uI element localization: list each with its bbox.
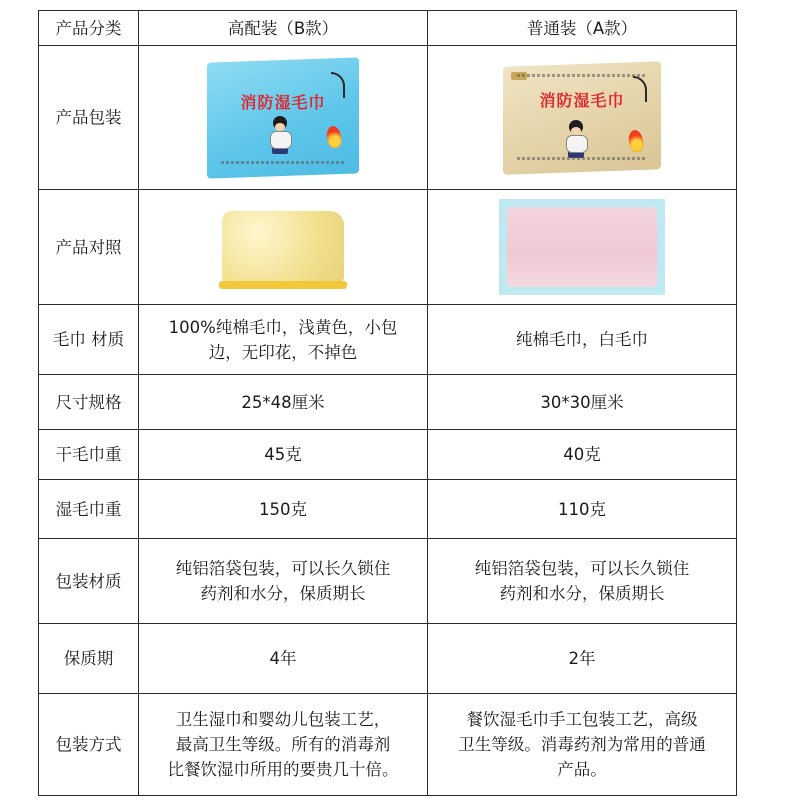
b-material-line2: 边，无印花，不掉色	[208, 342, 358, 362]
cell-b-pack-material	[139, 539, 428, 624]
b-material-line1: 100%纯棉毛巾，浅黄色，小包	[168, 317, 398, 337]
cell-b-pack-method	[139, 694, 428, 796]
person-figure-icon	[563, 120, 589, 160]
label-compare: 产品对照	[39, 190, 139, 305]
row-shelf-life	[39, 624, 737, 694]
cell-a-material: 纯棉毛巾，白毛巾	[428, 305, 737, 375]
cell-b-compare	[139, 190, 428, 305]
cell-b-wet-weight: 150克	[139, 480, 428, 539]
comparison-table	[38, 10, 737, 796]
row-dry-weight	[39, 430, 737, 480]
label-shelf-life: 保质期	[39, 624, 139, 694]
cell-a-wet-weight: 110克	[428, 480, 737, 539]
b-package-title: 消防湿毛巾	[240, 92, 326, 112]
cell-a-pack-method	[428, 694, 737, 796]
cell-b-shelf-life: 4年	[139, 624, 428, 694]
cell-a-shelf-life: 2年	[428, 624, 737, 694]
a-package-title: 消防湿毛巾	[539, 90, 625, 110]
cell-b-packaging	[139, 46, 428, 190]
b-pack-method-line2: 最高卫生等级。所有的消毒剂	[175, 735, 391, 754]
label-packaging: 产品包装	[39, 46, 139, 190]
white-towel-image	[499, 199, 665, 295]
cell-a-packaging	[428, 46, 737, 190]
row-material	[39, 305, 737, 375]
cell-b-material	[139, 305, 428, 375]
b-package-image	[207, 60, 359, 176]
row-wet-weight	[39, 480, 737, 539]
header-a: 普通装（A款）	[428, 11, 737, 46]
cell-b-size: 25*48厘米	[139, 375, 428, 430]
cell-a-dry-weight: 40克	[428, 430, 737, 480]
fine-print-icon	[517, 74, 647, 77]
cell-b-dry-weight: 45克	[139, 430, 428, 480]
row-pack-material	[39, 539, 737, 624]
label-pack-method: 包装方式	[39, 694, 139, 796]
yellow-towel-image	[222, 211, 344, 283]
a-pack-material-line2: 药剂和水分，保质期长	[499, 584, 665, 603]
cell-a-pack-material	[428, 539, 737, 624]
cell-a-compare	[428, 190, 737, 305]
a-pack-material-line1: 纯铝箔袋包装，可以长久锁住	[474, 559, 690, 578]
fine-print-icon	[221, 161, 345, 164]
person-figure-icon	[267, 116, 293, 156]
a-pack-method-line2: 卫生等级。消毒药剂为常用的普通	[458, 735, 706, 754]
cell-a-size: 30*30厘米	[428, 375, 737, 430]
a-pack-method-line1: 餐饮湿毛巾手工包装工艺，高级	[466, 710, 698, 729]
label-size: 尺寸规格	[39, 375, 139, 430]
row-pack-method	[39, 694, 737, 796]
b-pack-material-line2: 药剂和水分，保质期长	[200, 584, 366, 603]
row-size	[39, 375, 737, 430]
header-row	[39, 11, 737, 46]
row-compare	[39, 190, 737, 305]
row-packaging	[39, 46, 737, 190]
b-pack-method-line1: 卫生湿巾和婴幼儿包装工艺，	[175, 710, 391, 729]
b-pack-method-line3: 比餐饮湿巾所用的要贵几十倍。	[167, 760, 399, 779]
label-pack-material: 包装材质	[39, 539, 139, 624]
a-package-image	[503, 64, 661, 172]
label-wet-weight: 湿毛巾重	[39, 480, 139, 539]
fine-print-icon	[517, 157, 647, 160]
header-category: 产品分类	[39, 11, 139, 46]
header-b: 高配装（B款）	[139, 11, 428, 46]
a-pack-method-line3: 产品。	[557, 760, 607, 779]
b-pack-material-line1: 纯铝箔袋包装，可以长久锁住	[175, 559, 391, 578]
label-material: 毛巾 材质	[39, 305, 139, 375]
label-dry-weight: 干毛巾重	[39, 430, 139, 480]
